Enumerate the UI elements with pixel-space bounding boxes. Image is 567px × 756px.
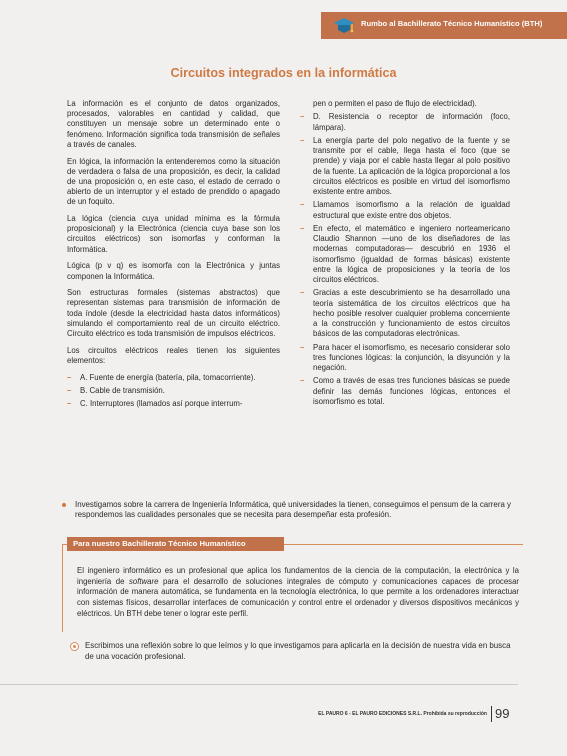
left-column	[67, 99, 280, 413]
section-header-title: Rumbo al Bachillerato Técnico Humanístico (BTH)	[361, 19, 543, 28]
list-dash: –	[300, 288, 305, 298]
list-item: – En efecto, el matemático e ingeniero norteamericano Claudio Shannon —uno de los diseñadores de las modernas computadoras— descubrió en 1936 el isomorfismo (igualdad de formas básicas) existente entre la lógica de proposiciones y la teoría de los circuitos eléctricos.	[300, 223, 510, 284]
article-title: Circuitos integrados en la informática	[170, 66, 397, 80]
list-dash: –	[300, 376, 305, 386]
list-item: – Para hacer el isomorfismo, es necesario considerar solo tres funciones lógicas: la conjunción, la disyunción y la negación.	[300, 342, 510, 372]
bullet-dot-icon	[62, 503, 66, 507]
bth-box	[62, 537, 523, 632]
list-item: – La energía parte del polo negativo de la fuente y se transmite por el cable, llega hasta el foco (que se prende) y viaja por el cable hasta llegar al polo positivo de la fuente. La aplicación de la lógica proporcional a los circuitos eléctricos es posible en virtud del isomorfismo existente entre ambos.	[300, 135, 510, 196]
investigation-text: Investigamos sobre la carrera de Ingeniería Informática, qué universidades la tienen, conseguimos el pensum de la carrera y respondemos las cualidades personales que se necesita para desempeñar esta profesión.	[75, 500, 511, 520]
list-item: – B. Cable de transmisión.	[67, 386, 165, 396]
investigation-task	[62, 500, 520, 521]
list-item: – C. Interruptores (llamados así porque interrum-	[67, 399, 243, 409]
divider	[62, 544, 63, 632]
reflection-text: Escribimos una reflexión sobre lo que leímos y lo que investigamos para aplicarla en la decisión de nuestra vida en busca de una vocación profesional.	[85, 641, 511, 661]
list-item: – Gracias a este descubrimiento se ha desarrollado una teoría sistemática de los circuitos eléctricos que ha hecho posible resolver cualquier problema concerniente a la construcción y funcionamiento de estos circuitos básicos de las computadoras electrónicas.	[300, 288, 510, 339]
section-header-bar	[321, 12, 567, 39]
list-dash: –	[67, 386, 72, 396]
paragraph: Son estructuras formales (sistemas abstractos) que representan sistemas para transmisión de información de toda índole (desde la electricidad hasta datos informáticos) simulando el comportamiento real de un circuito eléctrico. Circuito eléctrico es toda transmisión de impulsos eléctricos.	[67, 288, 280, 339]
list-item: – Llamamos isomorfismo a la relación de igualdad estructural que existe entre dos objetos.	[300, 200, 510, 220]
paragraph: La lógica (ciencia cuya unidad mínima es la fórmula proposicional) y la Electrónica (ciencia cuya base son los circuitos eléctricos) son isomorfas y conforman la Informática.	[67, 214, 280, 254]
list-item-continuation: pen o permiten el paso de flujo de electricidad).	[313, 99, 477, 108]
paragraph: En lógica, la información la entenderemos como la situación de verdadera o falsa de una proposición, es decir, la calidad de una proposición o, en este caso, el estado de cerrado o abierto de un interruptor y el estado de prendido o apagado de un foquito.	[67, 156, 280, 207]
list-dash: –	[300, 135, 305, 145]
target-icon	[70, 642, 79, 651]
list-item: – Como a través de esas tres funciones básicas se puede definir las demás funciones lógicas, entonces el isomorfismo es total.	[300, 376, 510, 406]
reflection-task	[70, 641, 520, 662]
list-dash: –	[300, 342, 305, 352]
bth-box-tag: Para nuestro Bachillerato Técnico Humanístico	[67, 537, 284, 551]
list-dash: –	[67, 372, 72, 382]
paragraph: Lógica (p v q) es isomorfa con la Electrónica y juntas componen la Informática.	[67, 261, 280, 281]
list-dash: –	[300, 200, 305, 210]
divider	[0, 684, 518, 685]
divider	[491, 706, 492, 722]
list-dash: –	[300, 223, 305, 233]
paragraph: Los circuitos eléctricos reales tienen los siguientes elementos:	[67, 345, 280, 365]
list-dash: –	[300, 112, 305, 122]
right-column	[300, 99, 510, 410]
footer-copyright: EL PAURO 6 - EL PAURO EDICIONES S.R.L. Prohibida su reproducción	[318, 711, 487, 717]
list-dash: –	[67, 399, 72, 409]
graduation-cap-icon	[333, 17, 355, 34]
bth-box-body: El ingeniero informático es un profesional que aplica los fundamentos de la ciencia de la computación, la electrónica y la ingeniería de software para el desarrollo de soluciones integrales de cómputo y comunicaciones capaces de procesar información de manera automática, se fundamenta en la tecnología electrónica, lo que permite a los ordenadores interactuar con sistemas físicos, desarrollar interfaces de comunicación y control entre el ordenador y diversos dispositivos mecánicos y eléctricos. Un BTH debe tener o lograr este perfil.	[77, 566, 520, 618]
paragraph: La información es el conjunto de datos organizados, procesados, valorables en cantidad y calidad, que constituyen un mensaje sobre un determinado ente o fenómeno. Información significa toda transmisión de señales a través de canales.	[67, 99, 280, 149]
list-item: – D. Resistencia o receptor de información (foco, lámpara).	[300, 112, 510, 132]
list-item: – A. Fuente de energía (batería, pila, tomacorriente).	[67, 372, 256, 382]
page-number: 99	[495, 706, 510, 721]
